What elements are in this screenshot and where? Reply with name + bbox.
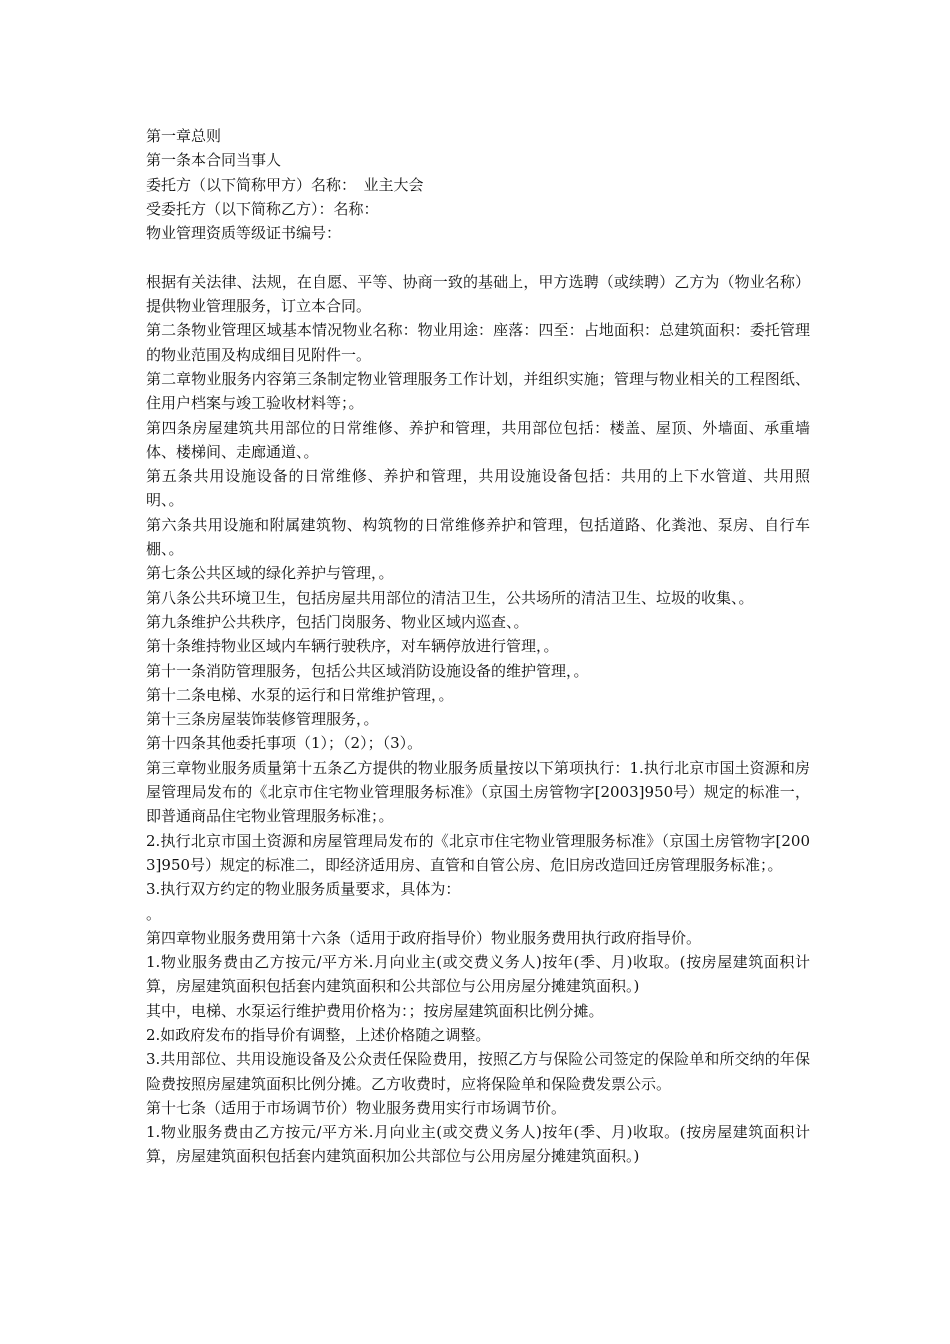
fee-item-1-paragraph: 1.物业服务费由乙方按元/平方米.月向业主(或交费义务人)按年(季、月)收取。(按房屋建筑面积计算，房屋建筑面积包括套内建筑面积和公共部位与公用房屋分摊建筑面积。) bbox=[146, 953, 810, 996]
party-b-line: 受委托方（以下简称乙方）：名称： bbox=[146, 199, 379, 218]
fee-item-3-paragraph: 3.共用部位、共用设施设备及公众责任保险费用，按照乙方与保险公司签定的保险单和所交纳的年保险费按照房屋建筑面积比例分摊。乙方收费时，应将保险单和保险费发票公示。 bbox=[146, 1050, 810, 1093]
standard-3-paragraph: 3.执行双方约定的物业服务质量要求，具体为： bbox=[146, 880, 461, 899]
party-a-line: 委托方（以下简称甲方）名称： 业主大会 bbox=[146, 175, 424, 194]
blank-line bbox=[146, 245, 810, 269]
fee-item-2-paragraph: 2.如政府发布的指导价有调整，上述价格随之调整。 bbox=[146, 1025, 491, 1044]
chapter-2-article-3-paragraph: 第二章物业服务内容第三条制定物业管理服务工作计划，并组织实施；管理与物业相关的工程图纸、住用户档案与竣工验收材料等；。 bbox=[146, 369, 810, 413]
article-17-paragraph: 第十七条（适用于市场调节价）物业服务费用实行市场调节价。 bbox=[146, 1098, 567, 1117]
certificate-number-line: 物业管理资质等级证书编号： bbox=[146, 224, 342, 243]
article-8-paragraph: 第八条公共环境卫生，包括房屋共用部位的清洁卫生，公共场所的清洁卫生、垃圾的收集、。 bbox=[146, 588, 754, 607]
article-5-paragraph: 第五条共用设施设备的日常维修、养护和管理，共用设施设备包括：共用的上下水管道、共用照明、。 bbox=[146, 467, 810, 510]
article-6-paragraph: 第六条共用设施和附属建筑物、构筑物的日常维修养护和管理，包括道路、化粪池、泵房、自行车棚、。 bbox=[146, 515, 810, 559]
chapter-4-article-16-paragraph: 第四章物业服务费用第十六条（适用于政府指导价）物业服务费用执行政府指导价。 bbox=[146, 928, 702, 947]
article-10-paragraph: 第十条维持物业区域内车辆行驶秩序，对车辆停放进行管理，。 bbox=[146, 637, 559, 656]
contract-document bbox=[146, 124, 810, 1169]
article-1-heading: 第一条本合同当事人 bbox=[146, 151, 282, 170]
article-11-paragraph: 第十一条消防管理服务，包括公共区域消防设施设备的维护管理，。 bbox=[146, 661, 589, 680]
preamble-paragraph: 根据有关法律、法规，在自愿、平等、协商一致的基础上，甲方选聘（或续聘）乙方为（物业名称）提供物业管理服务，订立本合同。 bbox=[146, 272, 810, 316]
article-14-paragraph: 第十四条其他委托事项（1）；（2）；（3）。 bbox=[146, 734, 423, 753]
article-2-paragraph: 第二条物业管理区域基本情况物业名称：物业用途：座落：四至：占地面积：总建筑面积：委托管理的物业范围及构成细目见附件一。 bbox=[146, 321, 810, 364]
article-4-paragraph: 第四条房屋建筑共用部位的日常维修、养护和管理，共用部位包括：楼盖、屋顶、外墙面、承重墙体、楼梯间、走廊通道、。 bbox=[146, 418, 810, 461]
chapter-3-article-15-paragraph: 第三章物业服务质量第十五条乙方提供的物业服务质量按以下第项执行：1.执行北京市国土资源和房屋管理局发布的《北京市住宅物业管理服务标准》（京国土房管物字[2003]950号）规定的标准一，即普通商品住宅物业管理服务标准；。 bbox=[146, 758, 810, 826]
article-9-paragraph: 第九条维护公共秩序，包括门岗服务、物业区域内巡查、。 bbox=[146, 612, 529, 631]
market-fee-item-1-paragraph: 1.物业服务费由乙方按元/平方米.月向业主(或交费义务人)按年(季、月)收取。(按房屋建筑面积计算，房屋建筑面积包括套内建筑面积加公共部位与公用房屋分摊建筑面积。) bbox=[146, 1123, 810, 1166]
period-line: 。 bbox=[146, 904, 162, 923]
elevator-fee-paragraph: 其中，电梯、水泵运行维护费用价格为：；按房屋建筑面积比例分摊。 bbox=[146, 1001, 604, 1020]
article-12-paragraph: 第十二条电梯、水泵的运行和日常维护管理，。 bbox=[146, 685, 454, 704]
article-13-paragraph: 第十三条房屋装饰装修管理服务，。 bbox=[146, 710, 379, 729]
article-7-paragraph: 第七条公共区域的绿化养护与管理，。 bbox=[146, 564, 394, 583]
chapter-1-heading: 第一章总则 bbox=[146, 127, 222, 145]
standard-2-paragraph: 2.执行北京市国土资源和房屋管理局发布的《北京市住宅物业管理服务标准》（京国土房管物字[2003]950号）规定的标准二，即经济适用房、直管和自管公房、危旧房改造回迁房管理服务标准；。 bbox=[146, 831, 810, 874]
